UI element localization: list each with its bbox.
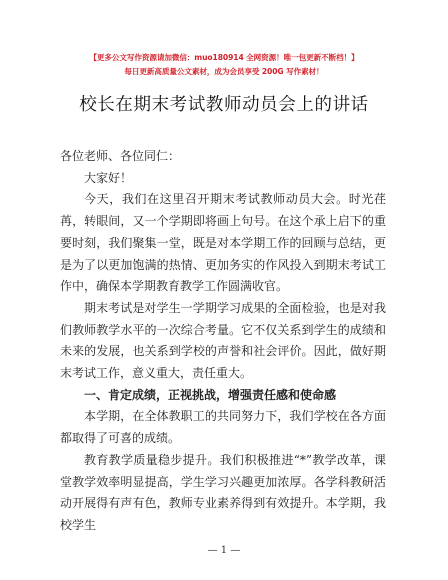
body-paragraph: 教育教学质量稳步提升。我们积极推进“*”教学改革，课堂教学效率明显提高，学生学习兴趣更加浓厚。各学科教研活动开展得有声有色，教师专业素养得到有效提升。本学期，我校学生 xyxy=(60,452,386,532)
promo-banner-line-1: 【更多公文写作资源请加微信：muo180914 全网资源！唯一包更新不断档！】 xyxy=(89,53,359,62)
promo-banner-line-2: 每日更新高质量公文素材，成为会员享受 200G 写作素材！ xyxy=(124,67,324,76)
document-title: 校长在期末考试教师动员会上的讲话 xyxy=(79,95,369,115)
greeting: 大家好！ xyxy=(84,170,133,185)
body-paragraph: 本学期，在全体教职工的共同努力下，我们学校在各方面都取得了可喜的成绩。 xyxy=(60,409,386,446)
salutation: 各位老师、各位同仁： xyxy=(60,149,181,163)
body-paragraph: 今天，我们在这里召开期末考试教师动员大会。时光荏苒，转眼间，又一个学期即将画上句号。在这个承上启下的重要时刻，我们聚集一堂，既是对本学期工作的回顾与总结，更是为了以更加饱满的热情、更加务实的作风投入到期末考试工作中，确保本学期教育教学工作圆满收官。 xyxy=(60,192,386,294)
body-paragraph: 期末考试是对学生一学期学习成果的全面检验，也是对我们教师教学水平的一次综合考量。它不仅关系到学生的成绩和未来的发展，也关系到学校的声誉和社会评价。因此，做好期末考试工作，意义重大，责任重大。 xyxy=(60,300,386,381)
page-number: — 1 — xyxy=(207,545,241,556)
document-body xyxy=(60,146,386,537)
section-heading: 一、肯定成绩，正视挑战，增强责任感和使命感 xyxy=(84,387,337,402)
